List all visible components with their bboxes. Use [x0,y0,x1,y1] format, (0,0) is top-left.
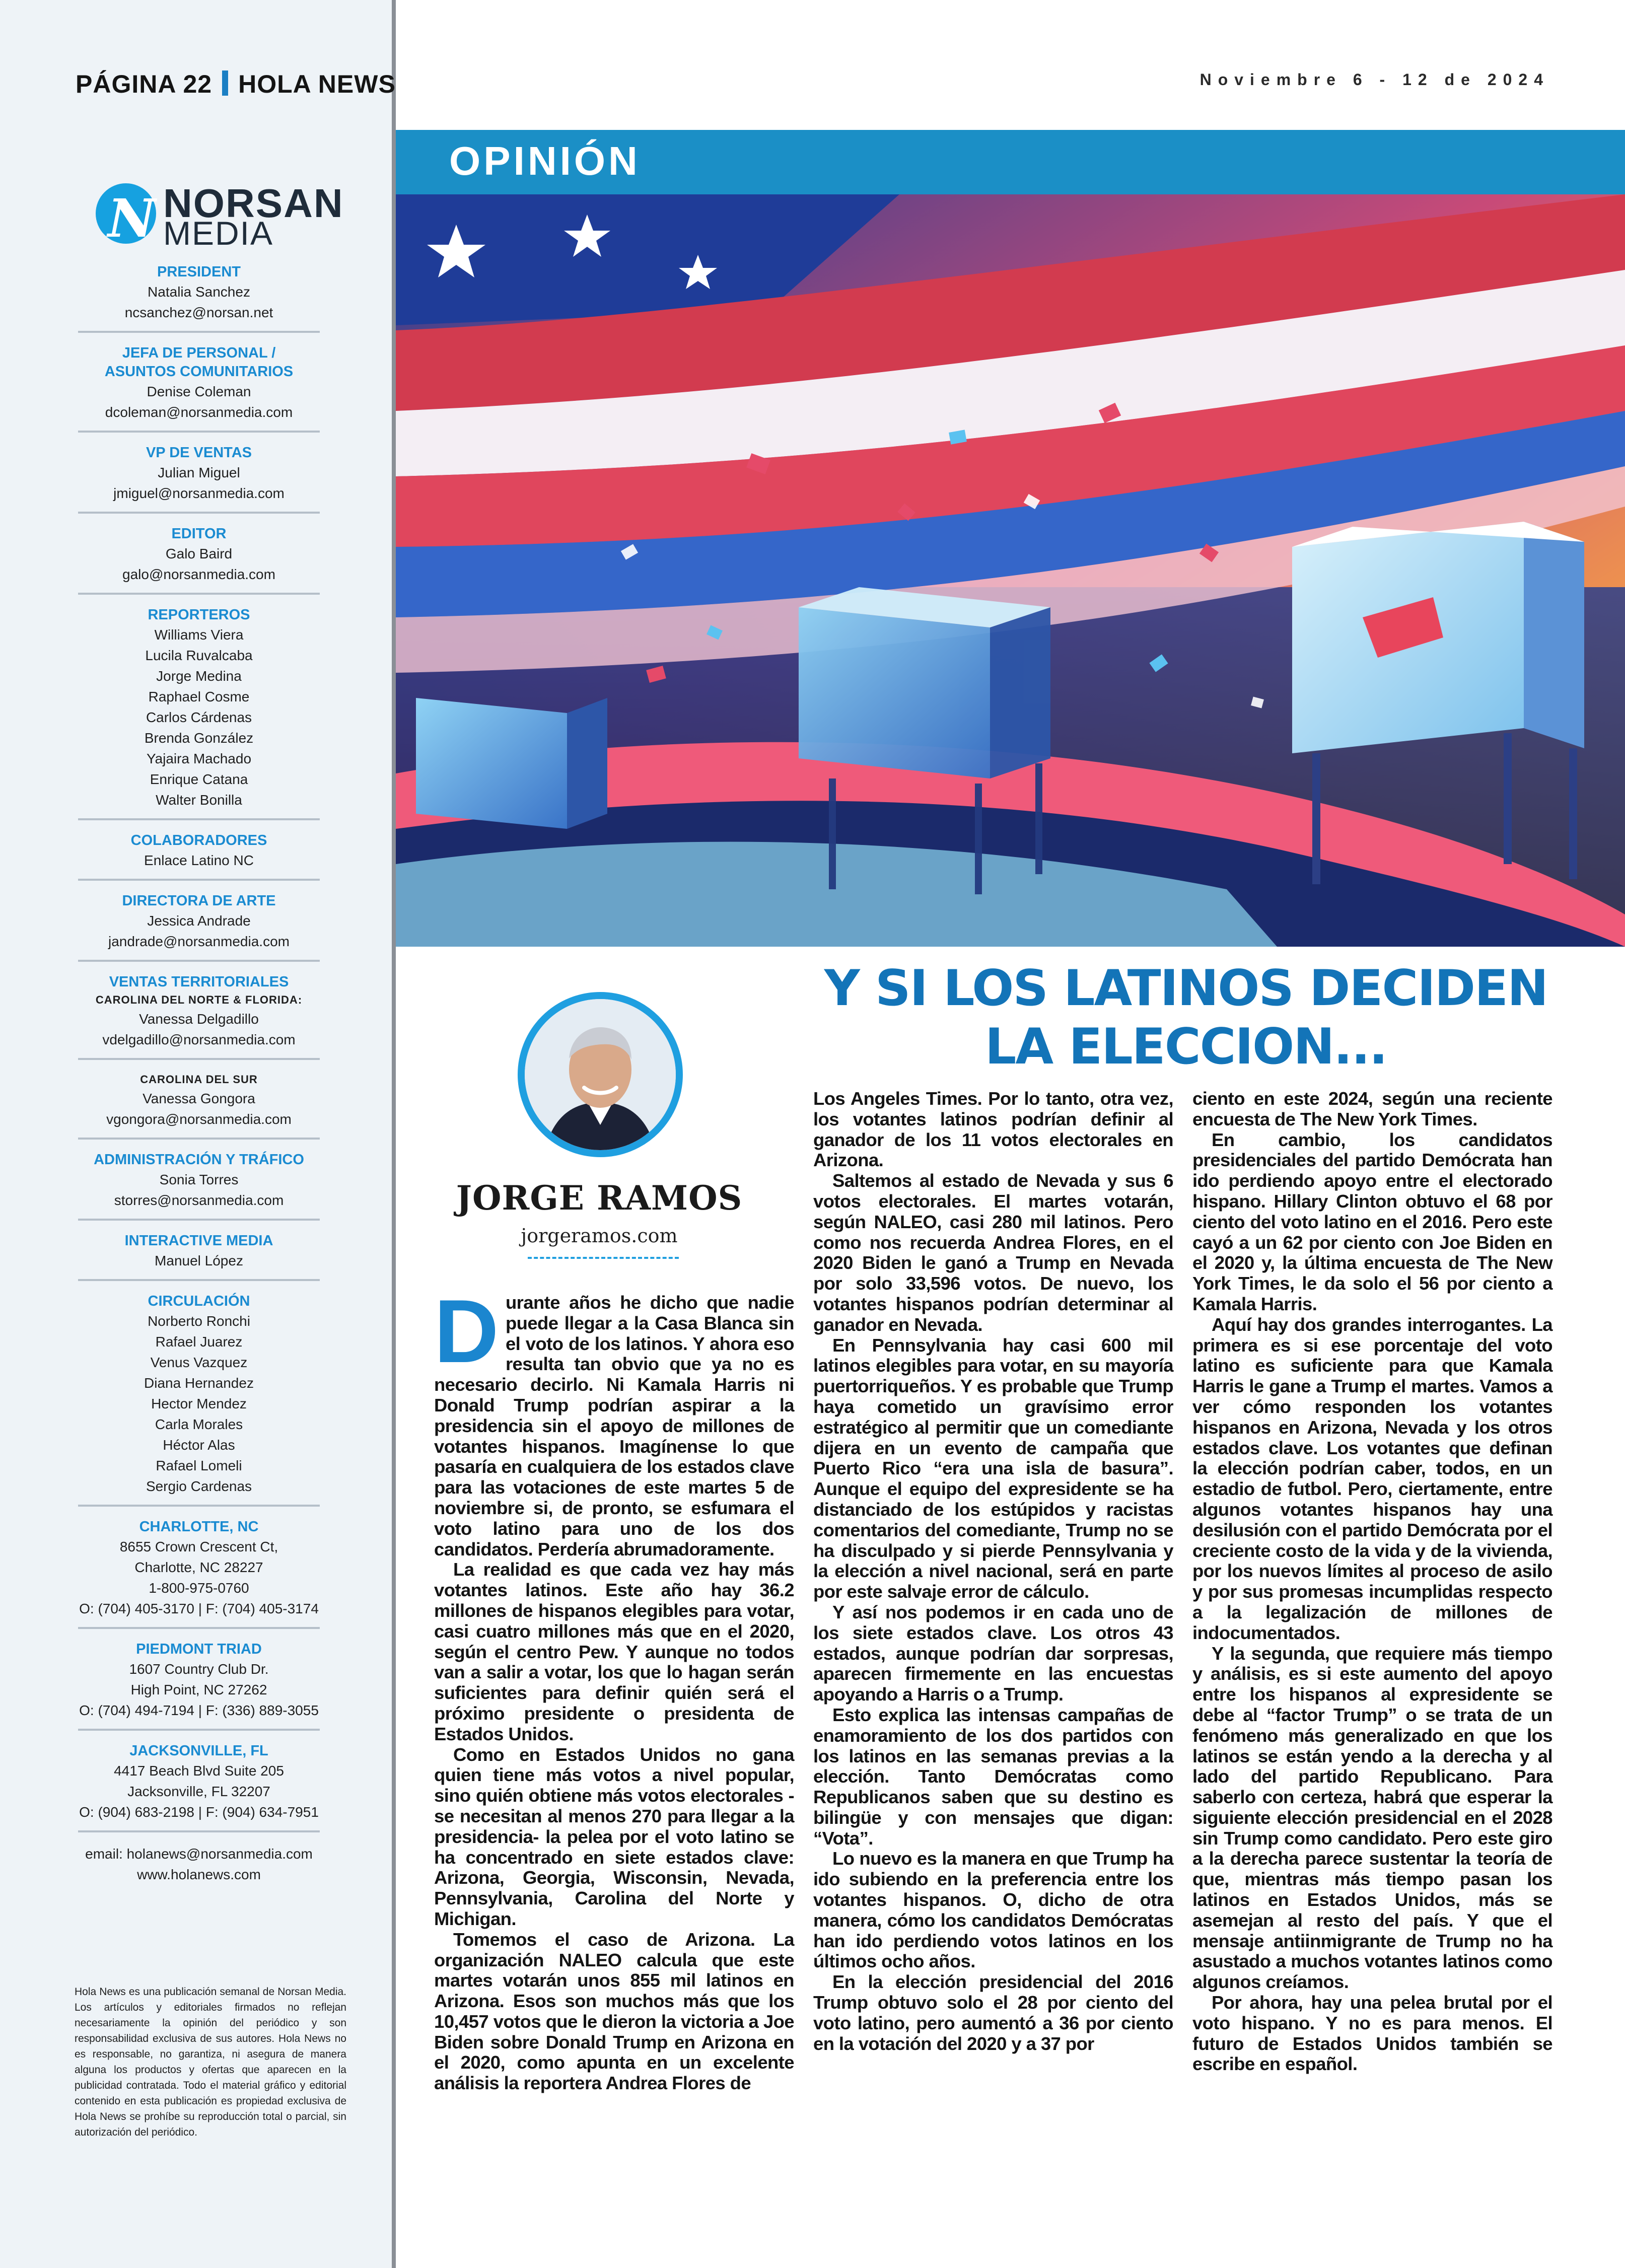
staff-contact-link[interactable]: vgongora@norsanmedia.com [106,1111,292,1127]
article-column-3 [1192,1089,1552,2243]
staff-section-title: REPORTEROS [148,607,250,623]
staff-section-title: DIRECTORA DE ARTE [122,893,276,909]
logo-word-top: NORSAN [163,181,344,226]
staff-line: Brenda González [144,730,254,746]
staff-section-title: COLABORADORES [130,832,267,848]
staff-section-title: CHARLOTTE, NC [139,1519,259,1535]
page-header [76,69,396,99]
staff-line: Enlace Latino NC [144,853,254,868]
staff-line: Carla Morales [155,1416,243,1432]
staff-section [78,1518,320,1629]
article-paragraph: Lo nuevo es la manera en que Trump ha ido subiendo en la preferencia entre los votantes hispanos. O, dicho de otra manera, cómo los candidatos Demócratas han ido perdiendo votos latinos en los últimos ocho años. [813,1848,1173,1972]
staff-line: Carlos Cárdenas [146,710,252,725]
author-website[interactable]: jorgeramos.com [521,1225,678,1247]
staff-contact-link[interactable]: jandrade@norsanmedia.com [108,934,290,949]
drop-cap: D [434,1281,499,1381]
staff-line: Manuel López [155,1253,243,1268]
logo-mark-icon: N [96,183,156,244]
staff-line: Venus Vazquez [150,1355,248,1370]
staff-line: Rafael Juarez [155,1334,243,1350]
header-separator [222,70,228,96]
staff-line: Enrique Catana [150,771,248,787]
staff-contact-link[interactable]: jmiguel@norsanmedia.com [113,485,285,501]
article-paragraph: Y la segunda, que requiere más tiempo y análisis, es si este aumento del apoyo entre los hispanos al expresidente se debe al “factor Trump” o se trata de un fenómeno más generalizado en que los latinos se están yendo a la derecha y al lado del partido Republicano. Para saberlo con certeza, habrá que esperar la siguiente elección presidencial en el 2028 sin Trump como candidato. Pero este giro a la derecha parece sustentar la teoría de que, mientras más tiempo pasan los latinos en Estados Unidos, más se asemejan al resto del país. Y que el mensaje antiinmigrante de Trump no ha asustado a muchos votantes latinos como algunos creíamos. [1192,1643,1552,1993]
issue-date: Noviembre 6 - 12 de 2024 [1199,70,1549,89]
staff-section [78,606,320,820]
staff-line: 1607 Country Club Dr. [129,1661,269,1677]
staff-line: High Point, NC 27262 [130,1682,267,1697]
author-name: JORGE RAMOS [456,1178,743,1218]
staff-section-title: INTERACTIVE MEDIA [124,1233,273,1249]
staff-section [78,444,320,514]
article-headline: Y SI LOS LATINOS DECIDEN LA ELECCION... [824,960,1548,1076]
article-paragraph: En la elección presidencial del 2016 Trump obtuvo solo el 28 por ciento del voto latino, pero aumentó a 36 por ciento en la votación del 2020 y a 37 por [813,1971,1173,2054]
staff-contact-link[interactable]: dcoleman@norsanmedia.com [105,404,293,420]
article-column-2 [813,1089,1173,2243]
staff-section [78,1844,320,1893]
staff-contact-link[interactable]: ncsanchez@norsan.net [124,305,273,320]
publication-name: HOLA NEWS [238,70,396,98]
staff-section [78,1292,320,1507]
article-paragraph: En Pennsylvania hay casi 600 mil latinos elegibles para votar, en su mayoría puertorriqueños. Y es probable que Trump haya cometido un gravísimo error estratégico al permitir que un comediante dijera en un evento de campaña que Puerto Rico “era una isla de basura”. Aunque el equipo del expresidente se ha distanciado de los estúpidos y racistas comentarios del comediante, Trump no se ha disculpado y si pierde Pennsylvania y la elección a nivel nacional, será en parte por este salvaje error de cálculo. [813,1334,1173,1602]
staff-line: Diana Hernandez [144,1375,254,1391]
staff-section [78,263,320,333]
staff-line: Lucila Ruvalcaba [145,648,253,663]
article-paragraph: Por ahora, hay una pelea brutal por el voto hispano. Y no es para menos. El futuro de Estados Unidos también se escribe en español. [1192,1992,1552,2075]
staff-line: Charlotte, NC 28227 [134,1560,263,1575]
staff-line: Vanessa Delgadillo [139,1011,259,1027]
staff-line: 1-800-975-0760 [149,1580,249,1596]
staff-section [78,1742,320,1832]
page-number: PÁGINA 22 [76,70,213,98]
article-paragraph [434,1281,794,1560]
section-label: OPINIÓN [449,138,641,183]
staff-section [78,892,320,962]
staff-section [78,525,320,595]
article-paragraph: La realidad es que cada vez hay más votantes latinos. Este año hay 36.2 millones de hispanos elegibles para votar, casi cuatro millones más que en el 2020, según el centro Pew. Y aunque no todos van a salir a votar, los que lo hagan serán suficientes para definir quién será el próximo presidente o presidenta de Estados Unidos. [434,1559,794,1744]
logo-word-bottom: MEDIA [163,215,274,252]
staff-section [78,344,320,433]
article-column-1 [434,1089,794,2243]
staff-line: Williams Viera [154,627,244,643]
staff-line: Sergio Cardenas [146,1478,252,1494]
article-paragraph-text: urante años he dicho que nadie puede llegar a la Casa Blanca sin el voto de los latinos. Y ahora eso resulta tan obvio que ya no es necesario decirlo. Ni Kamala Harris ni Donald Trump podrían aspirar a la presidencia sin el apoyo de millones de votantes hispanos. Imagínense lo que pasaría en cualquiera de los estados clave para las votaciones de este martes 5 de noviembre si, de pronto, se esfumara el voto latino para uno de los dos candidatos. Perdería abrumadoramente. [434,1292,794,1560]
article-paragraph: Tomemos el caso de Arizona. La organización NALEO calcula que este martes votarán unos 855 mil latinos en Arizona. Esos son muchos más que los 10,457 votos que le dieron la victoria a Joe Biden sobre Donald Trump en Arizona en el 2020, como apunta en un excelente análisis la reportera Andrea Flores de [434,1929,794,2094]
staff-line: Sonia Torres [159,1172,239,1187]
staff-line: Jorge Medina [156,668,242,684]
staff-line: Denise Coleman [147,384,251,399]
staff-section [78,1071,320,1140]
staff-section-title: CIRCULACIÓN [148,1293,250,1309]
staff-section [78,1640,320,1731]
article-paragraph: ciento en este 2024, según una reciente encuesta de The New York Times. [1192,1088,1552,1129]
staff-line: Jacksonville, FL 32207 [127,1784,270,1799]
norsan-media-logo [96,181,344,252]
staff-section-title: PIEDMONT TRIAD [136,1641,262,1657]
staff-contact-link[interactable]: galo@norsanmedia.com [122,566,275,582]
staff-contact-link[interactable]: email: holanews@norsanmedia.com [85,1846,313,1862]
staff-line: O: (904) 683-2198 | F: (904) 634-7951 [79,1804,319,1820]
article-paragraph: Aquí hay dos grandes interrogantes. La primera es si ese porcentaje del voto latino es suficiente para que Kamala Harris le gane a Trump el martes. Vamos a ver cómo responden los votantes hispanos en Arizona, Nevada y los otros estados clave. Los votantes que definan la elección podrían caber, todos, en un estadio de futbol. Pero, ciertamente, entre algunos votantes hispanos hay una desilusión con el partido Demócrata por el creciente costo de la vida y de la vivienda, por los nuevos límites al proceso de asilo y por sus promesas incumplidas respecto a la legalización de millones de indocumentados. [1192,1314,1552,1643]
staff-line: Yajaira Machado [146,751,252,766]
staff-contact-link[interactable]: vdelgadillo@norsanmedia.com [102,1032,296,1047]
publication-disclaimer: Hola News es una publicación semanal de Norsan Media. Los artículos y editoriales firmados no reflejan necesariamente la opinión del periódico y son responsabilidad exclusiva de sus autores. Hola News no es responsable, no garantiza, ni asegura de manera alguna los productos y ofertas que aparecen en la publicidad contratada. Todo el material gráfico y editorial contenido en esta publicación es propiedad exclusiva de Hola News se prohíbe su reproducción total o parcial, sin autorización del periódico. [75,1986,346,2138]
staff-section [78,1151,320,1221]
staff-line: Galo Baird [165,546,233,561]
staff-section-title: JEFA DE PERSONAL / ASUNTOS COMUNITARIOS [104,345,294,380]
staff-section-title: VP DE VENTAS [146,445,252,461]
staff-line: 8655 Crown Crescent Ct, [119,1539,278,1554]
staff-line: Vanessa Gongora [143,1091,255,1106]
staff-section-title: JACKSONVILLE, FL [129,1743,268,1759]
staff-line: Raphael Cosme [148,689,250,704]
staff-section-title: ADMINISTRACIÓN Y TRÁFICO [94,1152,304,1168]
staff-line: Norberto Ronchi [148,1313,250,1329]
staff-section [78,1232,320,1281]
staff-section-title: VENTAS TERRITORIALES [109,974,289,990]
staff-line: O: (704) 405-3170 | F: (704) 405-3174 [79,1601,319,1616]
article-paragraph: Esto explica las intensas campañas de enamoramiento de los dos partidos con los latinos en las semanas previas a la elección. Tanto Demócratas como Republicanos saben que su destino es bilingüe y con mensajes que digan: “Vota”. [813,1704,1173,1849]
staff-line: Natalia Sanchez [148,284,250,300]
staff-contact-link[interactable]: www.holanews.com [137,1867,261,1882]
article-paragraph: Los Angeles Times. Por lo tanto, otra vez, los votantes latinos podrían definir al ganador de los 11 votos electorales en Arizona. [813,1088,1173,1171]
staff-section [78,831,320,881]
staff-line: Hector Mendez [151,1396,247,1411]
article-body [434,1089,1553,2243]
staff-section-title: PRESIDENT [157,264,241,280]
staff-section [78,973,320,1060]
staff-section-title: EDITOR [171,526,227,542]
sidebar-divider [392,0,396,2268]
staff-line: Héctor Alas [163,1437,235,1453]
staff-line: Rafael Lomeli [156,1458,242,1473]
article-paragraph: Y así nos podemos ir en cada uno de los siete estados clave. Los otros 43 estados, aunque podrían dar sorpresas, aparecen firmemente en las encuestas apoyando a Harris o a Trump. [813,1601,1173,1705]
staff-line: Jessica Andrade [147,913,251,929]
hero-illustration [396,194,1625,947]
staff-contact-link[interactable]: storres@norsanmedia.com [114,1192,284,1208]
article-paragraph: Como en Estados Unidos no gana quien tiene más votos a nivel popular, sino quién obtiene más votos electorales -se necesitan al menos 270 para llegar a la presidencia- la pelea por el voto latino se ha concentrado en siete estados clave: Arizona, Georgia, Wisconsin, Nevada, Pennsylvania, Carolina del Norte y Michigan. [434,1744,794,1929]
staff-section-subtitle: CAROLINA DEL NORTE & FLORIDA: [95,994,303,1006]
staff-directory [78,263,320,1904]
staff-line: Walter Bonilla [156,792,242,808]
article-paragraph: En cambio, los candidatos presidenciales del partido Demócrata han ido perdiendo apoyo entre el electorado hispano. Hillary Clinton obtuvo el 68 por ciento del voto latino en el 2016. Pero este cayó a un 62 por ciento con Joe Biden en el 2020 y, la última encuesta de The New York Times, le da solo el 56 por ciento a Kamala Harris. [1192,1129,1552,1314]
staff-line: O: (704) 494-7194 | F: (336) 889-3055 [79,1703,319,1718]
staff-line: 4417 Beach Blvd Suite 205 [114,1763,284,1779]
staff-line: Julian Miguel [158,465,240,480]
staff-section-subtitle: CAROLINA DEL SUR [140,1073,258,1086]
article-paragraph: Saltemos al estado de Nevada y sus 6 votos electorales. El martes votarán, según NALEO, casi 280 mil latinos. Pero como nos recuerda Andrea Flores, en el 2020 Biden le ganó a Trump en Nevada por solo 33,596 votos. De nuevo, los votantes hispanos podrían determinar al ganador en Nevada. [813,1170,1173,1335]
